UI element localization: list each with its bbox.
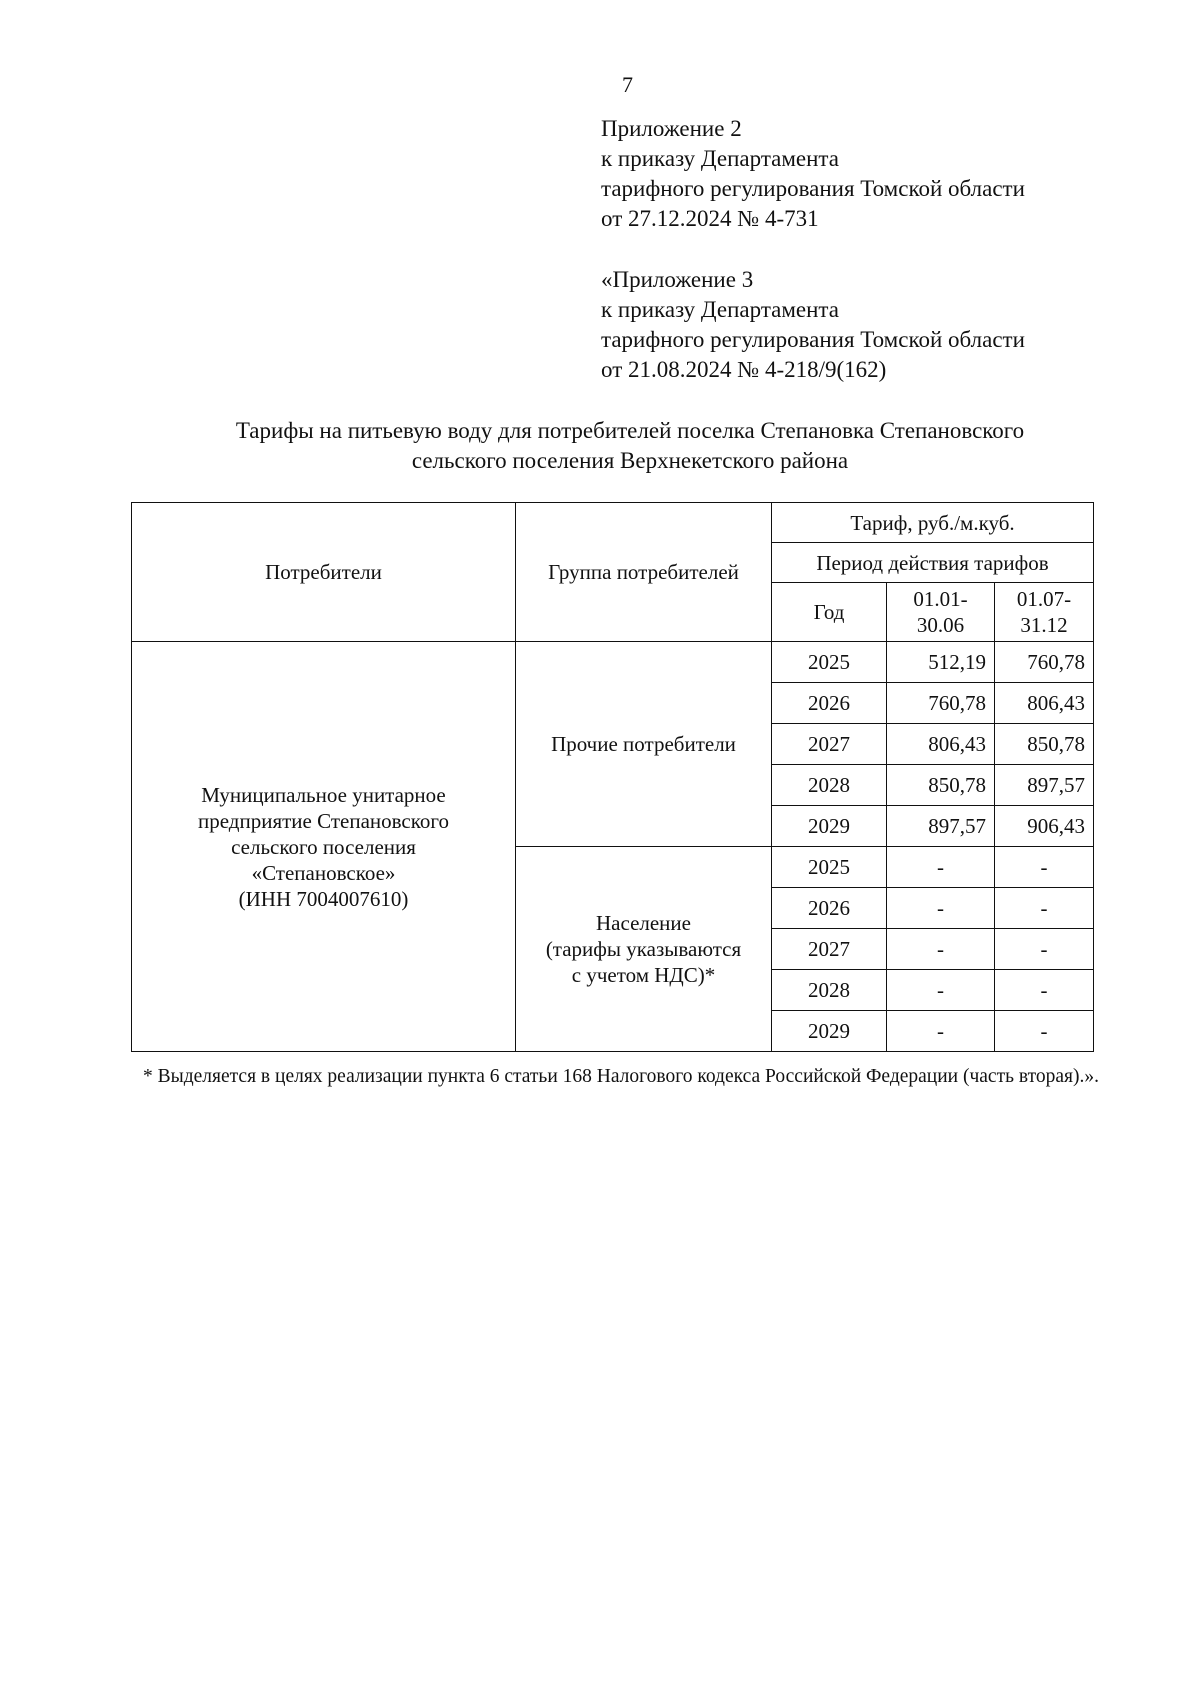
table-row: [132, 642, 1094, 683]
header-year: Год: [772, 583, 887, 642]
tariff-first-half-cell: -: [887, 888, 995, 929]
appendix-line: Приложение 2: [601, 116, 742, 141]
tariff-first-half-cell: -: [887, 929, 995, 970]
year-cell: 2029: [772, 1011, 887, 1052]
header-half1: [887, 583, 995, 642]
consumer-cell: [132, 642, 516, 1052]
consumer-line: «Степановское»: [251, 860, 396, 885]
year-cell: 2026: [772, 888, 887, 929]
consumer-line: сельского поселения: [231, 834, 416, 859]
group-name-line: (тарифы указываются: [545, 937, 742, 961]
tariff-first-half-cell: -: [887, 847, 995, 888]
title-line: Тарифы на питьевую воду для потребителей поселка Степановка Степановского: [235, 418, 1025, 443]
tariff-second-half-cell: -: [995, 929, 1094, 970]
tariff-second-half-cell: 906,43: [995, 806, 1094, 847]
header-half2: [995, 583, 1094, 642]
tariff-first-half-cell: 806,43: [887, 724, 995, 765]
header-half2-text: 01.07- 31.12: [1016, 587, 1072, 637]
header-period: Период действия тарифов: [772, 543, 1094, 583]
tariff-second-half-cell: -: [995, 847, 1094, 888]
tariff-first-half-cell: 760,78: [887, 683, 995, 724]
consumer-line: (ИНН 7004007610): [238, 886, 409, 911]
year-cell: 2028: [772, 765, 887, 806]
year-cell: 2027: [772, 724, 887, 765]
tariff-second-half-cell: 760,78: [995, 642, 1094, 683]
appendix-2-header: [601, 114, 1025, 234]
year-cell: 2025: [772, 847, 887, 888]
page-number: 7: [622, 72, 633, 97]
appendix-line: от 27.12.2024 № 4-731: [601, 206, 819, 231]
year-cell: 2028: [772, 970, 887, 1011]
appendix-line: к приказу Департамента: [601, 146, 839, 171]
tariff-second-half-cell: -: [995, 1011, 1094, 1052]
header-group: Группа потребителей: [516, 503, 772, 642]
year-cell: 2027: [772, 929, 887, 970]
tariff-second-half-cell: -: [995, 888, 1094, 929]
group-cell: [516, 847, 772, 1052]
appendix-line: от 21.08.2024 № 4-218/9(162): [601, 357, 887, 382]
consumer-line: предприятие Степановского: [198, 808, 449, 833]
footnote: * Выделяется в целях реализации пункта 6 статьи 168 Налогового кодекса Российской Федерации (часть вторая).».: [143, 1066, 1099, 1087]
tariff-table: [131, 502, 1094, 1052]
tariff-second-half-cell: -: [995, 970, 1094, 1011]
tariff-second-half-cell: 850,78: [995, 724, 1094, 765]
appendix-line: «Приложение 3: [601, 267, 754, 292]
tariff-first-half-cell: 897,57: [887, 806, 995, 847]
tariff-second-half-cell: 897,57: [995, 765, 1094, 806]
year-cell: 2029: [772, 806, 887, 847]
header-half1-text: 01.01- 30.06: [913, 587, 968, 637]
header-consumers: Потребители: [132, 503, 516, 642]
group-cell: [516, 642, 772, 847]
tariff-first-half-cell: 512,19: [887, 642, 995, 683]
group-name-line: Население: [596, 911, 691, 935]
tariff-first-half-cell: -: [887, 1011, 995, 1052]
appendix-line: тарифного регулирования Томской области: [601, 176, 1025, 201]
appendix-line: тарифного регулирования Томской области: [601, 327, 1025, 352]
title-line: сельского поселения Верхнекетского района: [411, 448, 849, 473]
header-tariff: Тариф, руб./м.куб.: [772, 503, 1094, 543]
tariff-first-half-cell: -: [887, 970, 995, 1011]
appendix-line: к приказу Департамента: [601, 297, 839, 322]
tariff-first-half-cell: 850,78: [887, 765, 995, 806]
document-title: [130, 416, 1130, 476]
group-name-line: с учетом НДС)*: [571, 963, 716, 987]
appendix-3-header: [601, 265, 1025, 385]
tariff-second-half-cell: 806,43: [995, 683, 1094, 724]
year-cell: 2026: [772, 683, 887, 724]
year-cell: 2025: [772, 642, 887, 683]
group-name-line: Прочие потребители: [551, 732, 736, 756]
consumer-line: Муниципальное унитарное: [201, 782, 446, 807]
